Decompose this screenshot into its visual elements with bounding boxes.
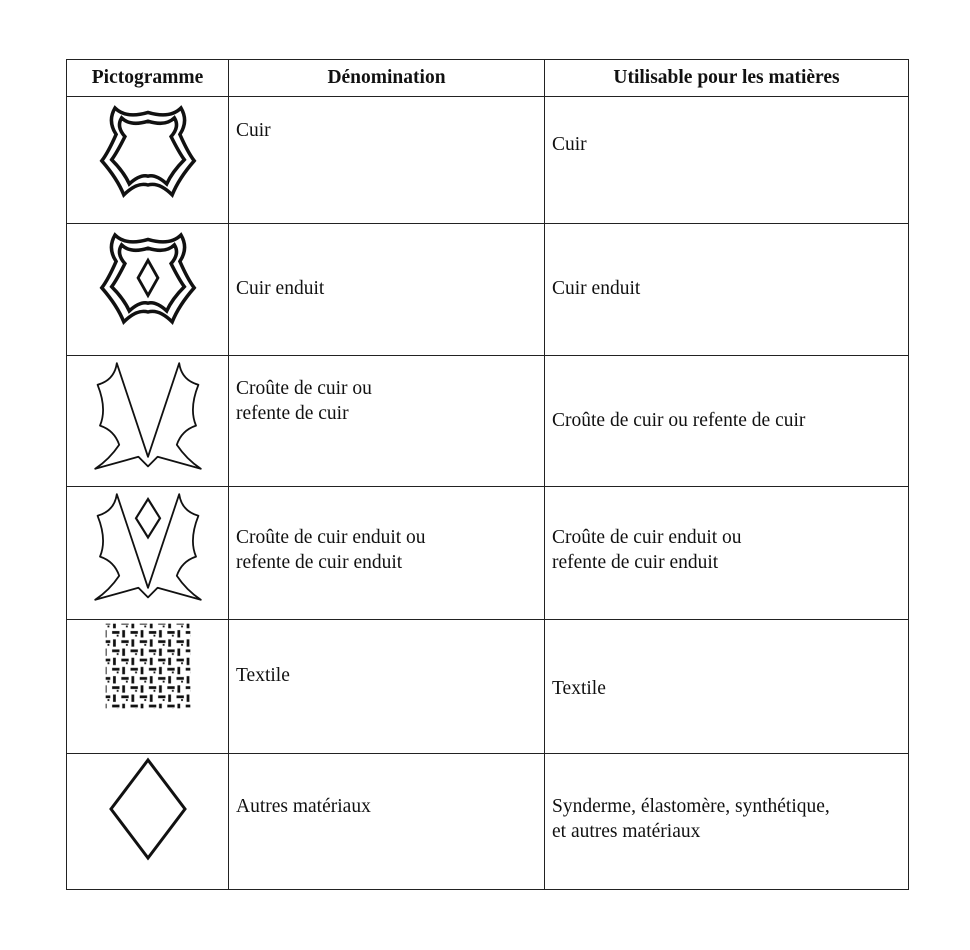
denomination-text: Croûte de cuir enduit ou	[236, 527, 426, 548]
table-row	[67, 620, 909, 754]
usage-cell	[545, 224, 909, 356]
usage-cell	[545, 620, 909, 754]
denomination-text: Autres matériaux	[236, 796, 371, 817]
denomination-text: Croûte de cuir ou	[236, 378, 372, 399]
table-row	[67, 487, 909, 620]
pictogram-cell	[67, 356, 229, 487]
denomination-cell	[229, 356, 545, 487]
leather-hide-icon	[93, 97, 203, 207]
denomination-cell	[229, 620, 545, 754]
denomination-text: Cuir	[236, 120, 271, 141]
header-usage: Utilisable pour les matières	[545, 60, 909, 97]
pictogram-cell	[67, 224, 229, 356]
split-leather-icon	[88, 356, 208, 476]
header-pictogramme: Pictogramme	[67, 60, 229, 97]
header-denomination: Dénomination	[229, 60, 545, 97]
usage-text: Croûte de cuir enduit ou	[552, 527, 742, 548]
denomination-text: Textile	[236, 665, 290, 686]
usage-text: Croûte de cuir ou refente de cuir	[552, 410, 806, 431]
usage-cell	[545, 754, 909, 890]
pictogram-cell	[67, 620, 229, 754]
coated-leather-icon	[93, 224, 203, 334]
pictogram-cell	[67, 97, 229, 224]
usage-text: Cuir enduit	[552, 278, 641, 299]
usage-cell	[545, 487, 909, 620]
denomination-text: refente de cuir enduit	[236, 552, 403, 573]
usage-cell	[545, 97, 909, 224]
table-row	[67, 356, 909, 487]
coated-split-leather-icon	[88, 487, 208, 607]
usage-text: Synderme, élastomère, synthétique,	[552, 796, 830, 817]
denomination-cell	[229, 224, 545, 356]
usage-text: Cuir	[552, 134, 587, 155]
usage-text: refente de cuir enduit	[552, 552, 719, 573]
usage-text: Textile	[552, 678, 606, 699]
pictogram-cell	[67, 487, 229, 620]
denomination-cell	[229, 754, 545, 890]
table-row	[67, 97, 909, 224]
pictogram-table	[66, 59, 909, 890]
textile-weave-icon	[102, 620, 194, 712]
denomination-text: refente de cuir	[236, 403, 349, 424]
usage-cell	[545, 356, 909, 487]
table-row	[67, 754, 909, 890]
usage-text: et autres matériaux	[552, 821, 701, 842]
table-row	[67, 224, 909, 356]
denomination-cell	[229, 487, 545, 620]
denomination-text: Cuir enduit	[236, 278, 325, 299]
diamond-icon	[103, 754, 193, 864]
denomination-cell	[229, 97, 545, 224]
header-row	[67, 60, 909, 97]
pictogram-cell	[67, 754, 229, 890]
